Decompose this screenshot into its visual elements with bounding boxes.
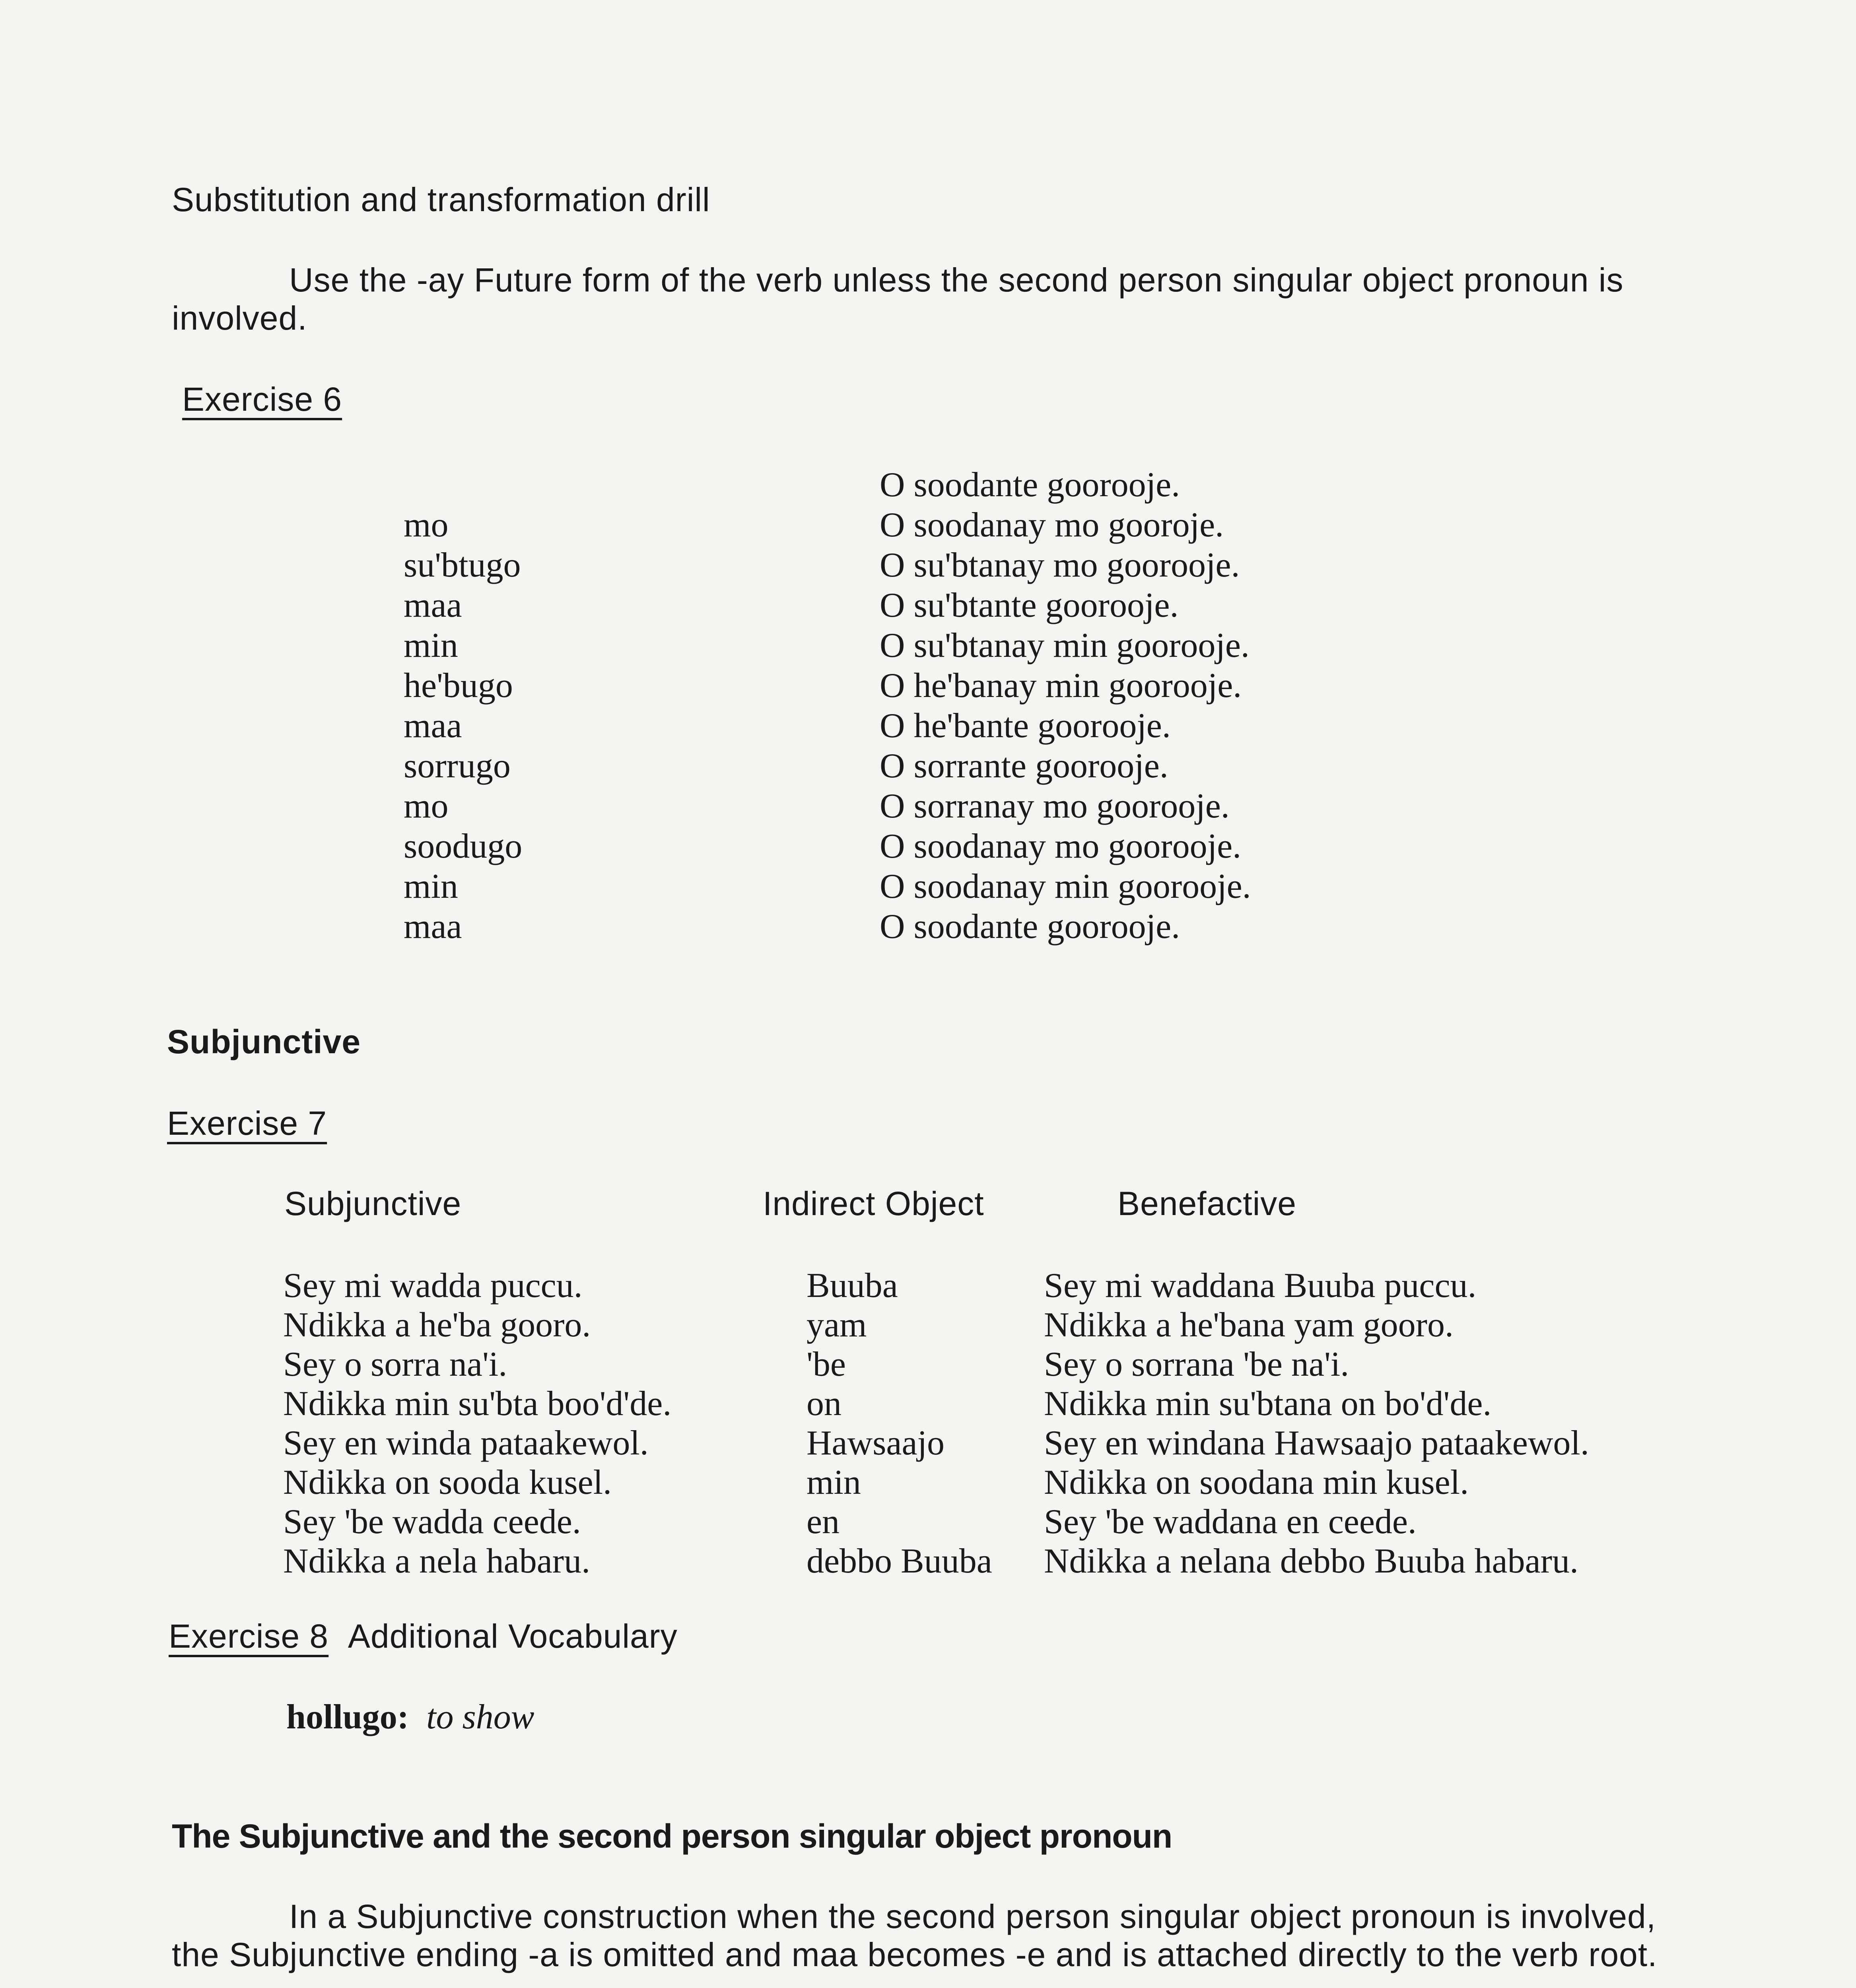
exercise6-cue: min <box>404 626 458 665</box>
paragraph-maa: maa <box>791 1936 858 1973</box>
exercise7-indirect-object-cell: en <box>807 1503 840 1541</box>
exercise6-sentence: O sorranay mo goorooje. <box>880 787 1230 825</box>
exercise7-indirect-object-cell: 'be <box>807 1345 846 1384</box>
exercise7-benefactive-cell: Ndikka min su'btana on bo'd'de. <box>1044 1384 1492 1423</box>
exercise7-benefactive-column <box>1044 1268 1589 1583</box>
paragraph-text: and is attached directly to the verb root. <box>1046 1936 1658 1973</box>
exercise6-sentence: O he'banay min goorooje. <box>880 666 1242 705</box>
exercise7-indirect-object-cell: min <box>807 1463 861 1502</box>
exercise6-cue: min <box>404 867 458 906</box>
exercise6-cue: soodugo <box>404 827 523 866</box>
exercise7-benefactive-cell: Ndikka on soodana min kusel. <box>1044 1463 1469 1502</box>
exercise7-header-subjunctive: Subjunctive <box>284 1185 462 1222</box>
exercise8-heading <box>169 1619 678 1653</box>
exercise7-subjunctive-cell: Sey 'be wadda ceede. <box>283 1503 581 1541</box>
exercise6-cue: maa <box>404 707 462 745</box>
exercise7-subjunctive-cell: Sey mi wadda puccu. <box>283 1266 583 1305</box>
exercise8-label: Exercise 8 <box>169 1617 329 1655</box>
exercise7-benefactive-cell: Sey mi waddana Buuba puccu. <box>1044 1266 1477 1305</box>
paragraph-e-ending: -e <box>1015 1936 1046 1973</box>
exercise6-sentence: O su'btante goorooje. <box>880 586 1179 625</box>
exercise6-sentence: O soodanay min goorooje. <box>880 867 1251 906</box>
exercise6-cue: maa <box>404 907 462 946</box>
vocabulary-entry <box>286 1700 534 1735</box>
exercise7-indirect-object-cell: Hawsaajo <box>807 1424 945 1462</box>
exercise6-sentence: O su'btanay min goorooje. <box>880 626 1250 665</box>
exercise6-sentence: O su'btanay mo goorooje. <box>880 546 1240 584</box>
exercise7-header-benefactive: Benefactive <box>1117 1185 1296 1222</box>
exercise7-benefactive-cell: Sey 'be waddana en ceede. <box>1044 1503 1417 1541</box>
paragraph-text: becomes <box>858 1936 1016 1973</box>
exercise7-indirect-object-column <box>807 1268 992 1583</box>
paragraph-text: In a Subjunctive construction when the second person singular object pronoun is involved, the Subjunctive ending <box>172 1898 1656 1973</box>
section2-paragraph <box>172 1897 1703 1974</box>
exercise7-subjunctive-cell: Ndikka on sooda kusel. <box>283 1463 612 1502</box>
exercise7-subjunctive-cell: Sey en winda pataakewol. <box>283 1424 649 1462</box>
exercise7-indirect-object-cell: yam <box>807 1306 867 1344</box>
paragraph-text: is omitted and <box>559 1936 792 1973</box>
vocabulary-word: hollugo: <box>286 1698 409 1736</box>
exercise7-subjunctive-cell: Ndikka min su'bta boo'd'de. <box>283 1384 672 1423</box>
exercise7-benefactive-cell: Sey o sorrana 'be na'i. <box>1044 1345 1349 1384</box>
exercise8-title: Additional Vocabulary <box>348 1617 678 1655</box>
exercise6-cue: maa <box>404 586 462 625</box>
exercise6-sentence: O soodante goorooje. <box>880 907 1180 946</box>
exercise6-sentence: O soodanay mo gooroje. <box>880 506 1224 544</box>
exercise6-label: Exercise 6 <box>182 381 342 418</box>
exercise7-subjunctive-cell: Sey o sorra na'i. <box>283 1345 507 1384</box>
exercise6-cue-column <box>404 508 522 949</box>
section2-heading: The Subjunctive and the second person singular object pronoun <box>172 1817 1172 1855</box>
exercise7-indirect-object-cell: on <box>807 1384 842 1423</box>
exercise6-cue: he'bugo <box>404 666 513 705</box>
exercise6-cue: su'btugo <box>404 546 521 584</box>
exercise6-cue: sorrugo <box>404 747 511 785</box>
subjunctive-heading: Subjunctive <box>167 1023 361 1060</box>
exercise6-sentence: O sorrante goorooje. <box>880 747 1168 785</box>
exercise7-header-indirect-object: Indirect Object <box>763 1185 984 1222</box>
exercise6-cue: mo <box>404 506 449 544</box>
exercise7-benefactive-cell: Ndikka a he'bana yam gooro. <box>1044 1306 1454 1344</box>
paragraph-ending: -a <box>528 1936 559 1973</box>
exercise6-sentence-column <box>880 468 1251 949</box>
exercise6-cue: mo <box>404 787 449 825</box>
exercise6-sentence: O soodanay mo goorooje. <box>880 827 1242 866</box>
exercise6-sentence: O he'bante goorooje. <box>880 707 1171 745</box>
exercise6-sentence: O soodante goorooje. <box>880 466 1180 504</box>
exercise7-subjunctive-cell: Ndikka a he'ba gooro. <box>283 1306 591 1344</box>
exercise7-benefactive-cell: Sey en windana Hawsaajo pataakewol. <box>1044 1424 1589 1462</box>
vocabulary-gloss: to show <box>426 1698 534 1736</box>
exercise7-indirect-object-cell: Buuba <box>807 1266 898 1305</box>
exercise7-benefactive-cell: Ndikka a nelana debbo Buuba habaru. <box>1044 1542 1578 1580</box>
exercise7-label: Exercise 7 <box>167 1105 327 1142</box>
drill-heading: Substitution and transformation drill <box>172 181 710 218</box>
exercise7-indirect-object-cell: debbo Buuba <box>807 1542 992 1580</box>
exercise7-subjunctive-cell: Ndikka a nela habaru. <box>283 1542 591 1580</box>
drill-instruction: Use the -ay Future form of the verb unless the second person singular object pronoun is involved. <box>172 261 1624 337</box>
exercise7-subjunctive-column <box>283 1268 671 1583</box>
